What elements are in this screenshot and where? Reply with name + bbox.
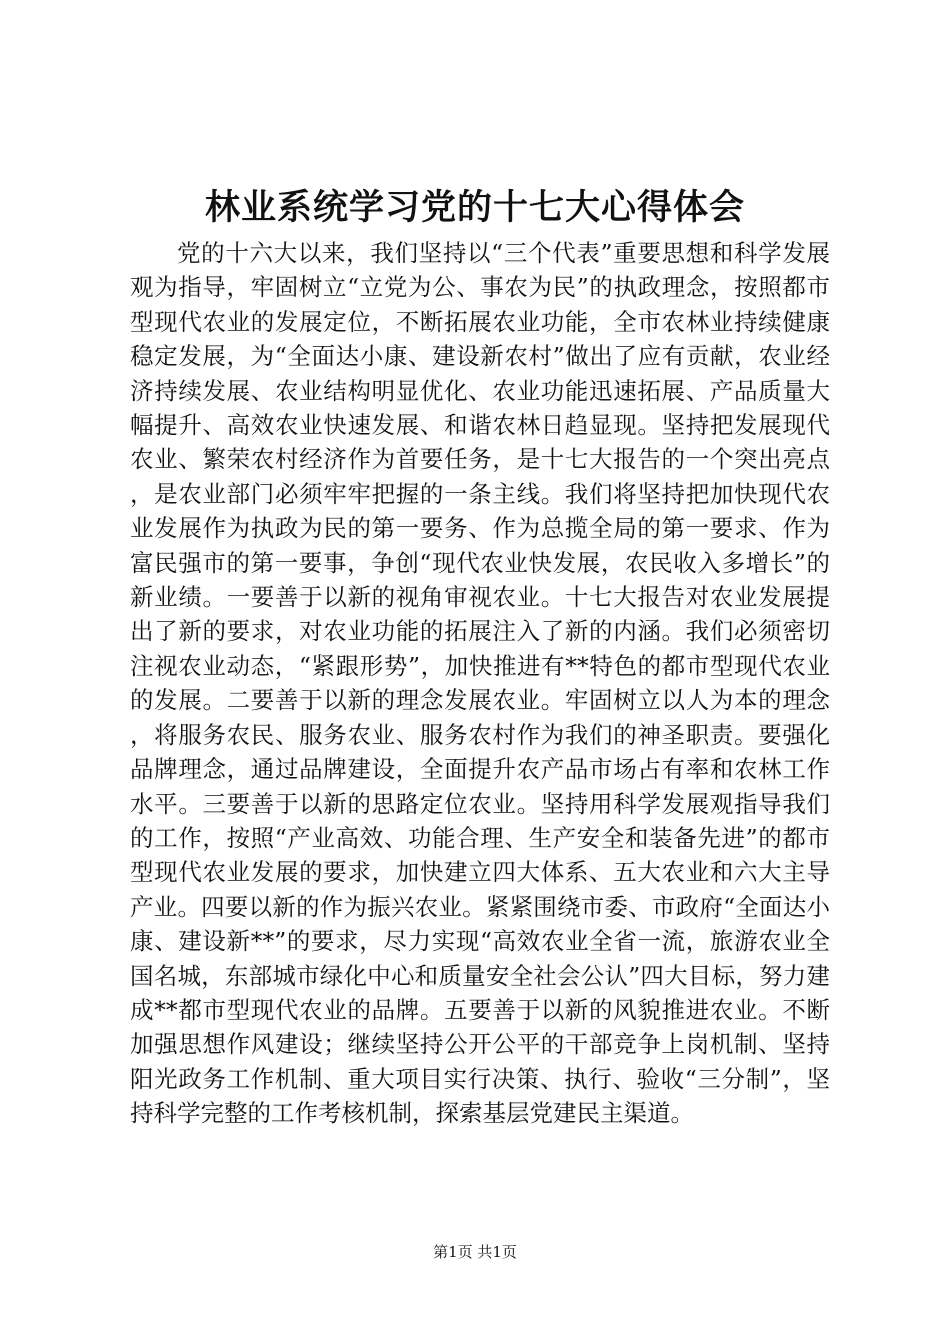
document-title: 林业系统学习党的十七大心得体会 — [204, 187, 745, 228]
page-number-footer: 第1页 共1页 — [433, 1243, 517, 1261]
document-body-paragraph: 党的十六大以来，我们坚持以“三个代表”重要思想和科学发展观为指导，牢固树立“立党为公、事农为民”的执政理念，按照都市型现代农业的发展定位，不断拓展农业功能，全市农林业持续健康稳定发展，为“全面达小康、建设新农村”做出了应有贡献，农业经济持续发展、农业结构明显优化、农业功能迅速拓展、产品质量大幅提升、高效农业快速发展、和谐农林日趋显现。坚持把发展现代农业、繁荣农村经济作为首要任务，是十七大报告的一个突出亮点，是农业部门必须牢牢把握的一条主线。我们将坚持把加快现代农业发展作为执政为民的第一要务、作为总揽全局的第一要求、作为富民强市的第一要事，争创“现代农业快发展，农民收入多增长”的新业绩。一要善于以新的视角审视农业。十七大报告对农业发展提出了新的要求，对农业功能的拓展注入了新的内涵。我们必须密切注视农业动态，“紧跟形势”，加快推进有**特色的都市型现代农业的发展。二要善于以新的理念发展农业。牢固树立以人为本的理念，将服务农民、服务农业、服务农村作为我们的神圣职责。要强化品牌理念，通过品牌建设，全面提升农产品市场占有率和农林工作水平。三要善于以新的思路定位农业。坚持用科学发展观指导我们的工作，按照“产业高效、功能合理、生产安全和装备先进”的都市型现代农业发展的要求，加快建立四大体系、五大农业和六大主导产业。四要以新的作为振兴农业。紧紧围绕市委、市政府“全面达小康、建设新**”的要求，尽力实现“高效农业全省一流，旅游农业全国名城，东部城市绿化中心和质量安全社会公认”四大目标，努力建成**都市型现代农业的品牌。五要善于以新的风貌推进农业。不断加强思想作风建设；继续坚持公开公平的干部竞争上岗机制、坚持阳光政务工作机制、重大项目实行决策、执行、验收“三分制”，坚持科学完整的工作考核机制，探索基层党建民主渠道。 — [130, 239, 830, 1128]
